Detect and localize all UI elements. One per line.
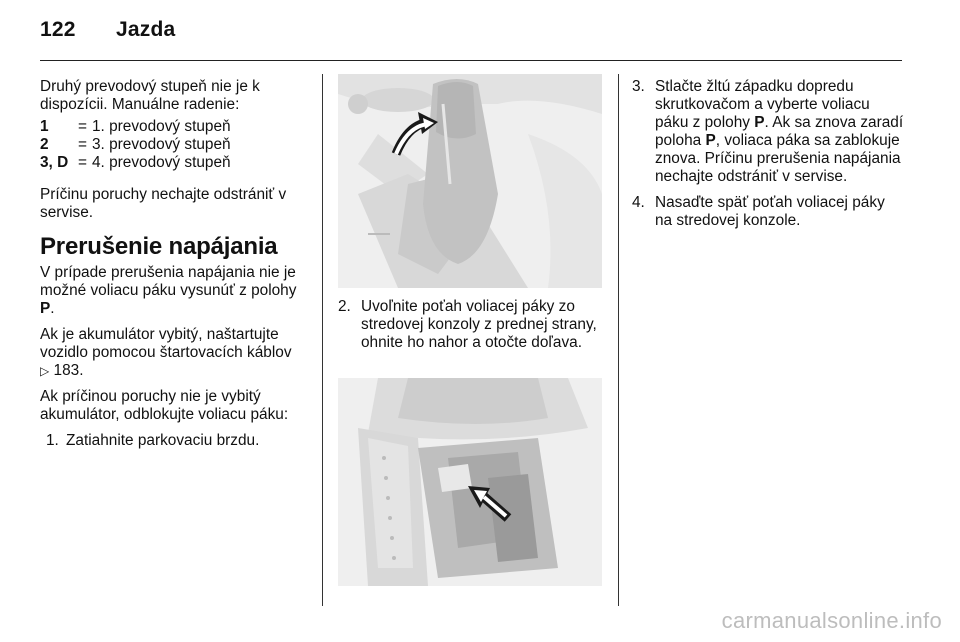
step-text: , voliaca páka sa zablokuje znova. Príčinu prerušenia napájania nechajte odstrániť v servise.	[655, 132, 901, 185]
gear-key: 2	[40, 136, 49, 153]
intro-paragraph: Druhý prevodový stupeň nie je k dispozícii. Manuálne radenie:	[40, 78, 260, 113]
position-label: P	[40, 300, 51, 317]
power-cut-paragraph	[40, 264, 312, 318]
gear-eq: =	[78, 136, 87, 153]
gear-eq: =	[78, 118, 87, 135]
page-number: 122	[40, 18, 76, 41]
gear-eq: =	[78, 154, 87, 171]
text: V prípade prerušenia napájania nie je možné voliacu páku vysunúť z polohy	[40, 264, 297, 299]
middle-column	[338, 298, 604, 360]
step-4	[632, 194, 904, 230]
step-number: 4.	[632, 194, 645, 211]
step-text: Zatiahnite parkovaciu brzdu.	[66, 432, 260, 449]
page-reference[interactable]: 183.	[53, 362, 84, 379]
page-header	[40, 18, 175, 42]
header-rule	[40, 60, 902, 61]
gear-value: 4. prevodový stupeň	[92, 154, 231, 171]
text: Ak je akumulátor vybitý, naštartujte vozidlo pomocou štartovacích káblov	[40, 326, 292, 361]
unlock-paragraph: Ak príčinou poruchy nie je vybitý akumulátor, odblokujte voliacu páku:	[40, 388, 289, 423]
step-number: 1.	[46, 432, 59, 449]
right-column	[632, 78, 904, 238]
gear-key: 1	[40, 118, 49, 135]
gear-key: 3, D	[40, 154, 69, 171]
step-3	[632, 78, 904, 186]
step-number: 2.	[338, 298, 351, 315]
gear-row	[40, 154, 231, 172]
section-title: Jazda	[116, 18, 176, 41]
text: .	[50, 300, 55, 317]
fault-note: Príčinu poruchy nechajte odstrániť v servise.	[40, 186, 287, 221]
gear-row	[40, 118, 231, 136]
step-text: Stlačte žltú západku dopredu skrutkovačom a vyberte voliacu páku z polohy	[655, 78, 870, 131]
gear-value: 3. prevodový stupeň	[92, 136, 231, 153]
left-column	[40, 78, 312, 458]
step-text: Nasaďte späť poťah voliacej páky na stredovej konzole.	[655, 194, 885, 229]
step-2	[338, 298, 604, 352]
position-label: P	[754, 114, 765, 131]
column-divider-left	[322, 74, 323, 606]
gear-table	[40, 118, 231, 172]
column-divider-right	[618, 74, 619, 606]
section-heading: Prerušenie napájania	[40, 233, 278, 260]
arrow-ref-icon: ▷	[40, 364, 50, 378]
watermark: carmanualsonline.info	[721, 608, 942, 633]
selector-lever-illustration	[338, 74, 602, 288]
position-label: P	[705, 132, 716, 149]
step-1	[40, 432, 312, 450]
gear-lever-drawing	[338, 74, 602, 288]
console-latch-drawing	[338, 378, 602, 586]
battery-paragraph	[40, 326, 312, 380]
step-text: Uvoľnite poťah voliacej páky zo stredovej konzoly z prednej strany, ohnite ho nahor a otočte doľava.	[361, 298, 597, 351]
gear-row	[40, 136, 231, 154]
release-latch-illustration	[338, 378, 602, 586]
gear-value: 1. prevodový stupeň	[92, 118, 231, 135]
step-text: . Ak sa znova zaradí poloha	[655, 114, 904, 149]
step-number: 3.	[632, 78, 645, 95]
